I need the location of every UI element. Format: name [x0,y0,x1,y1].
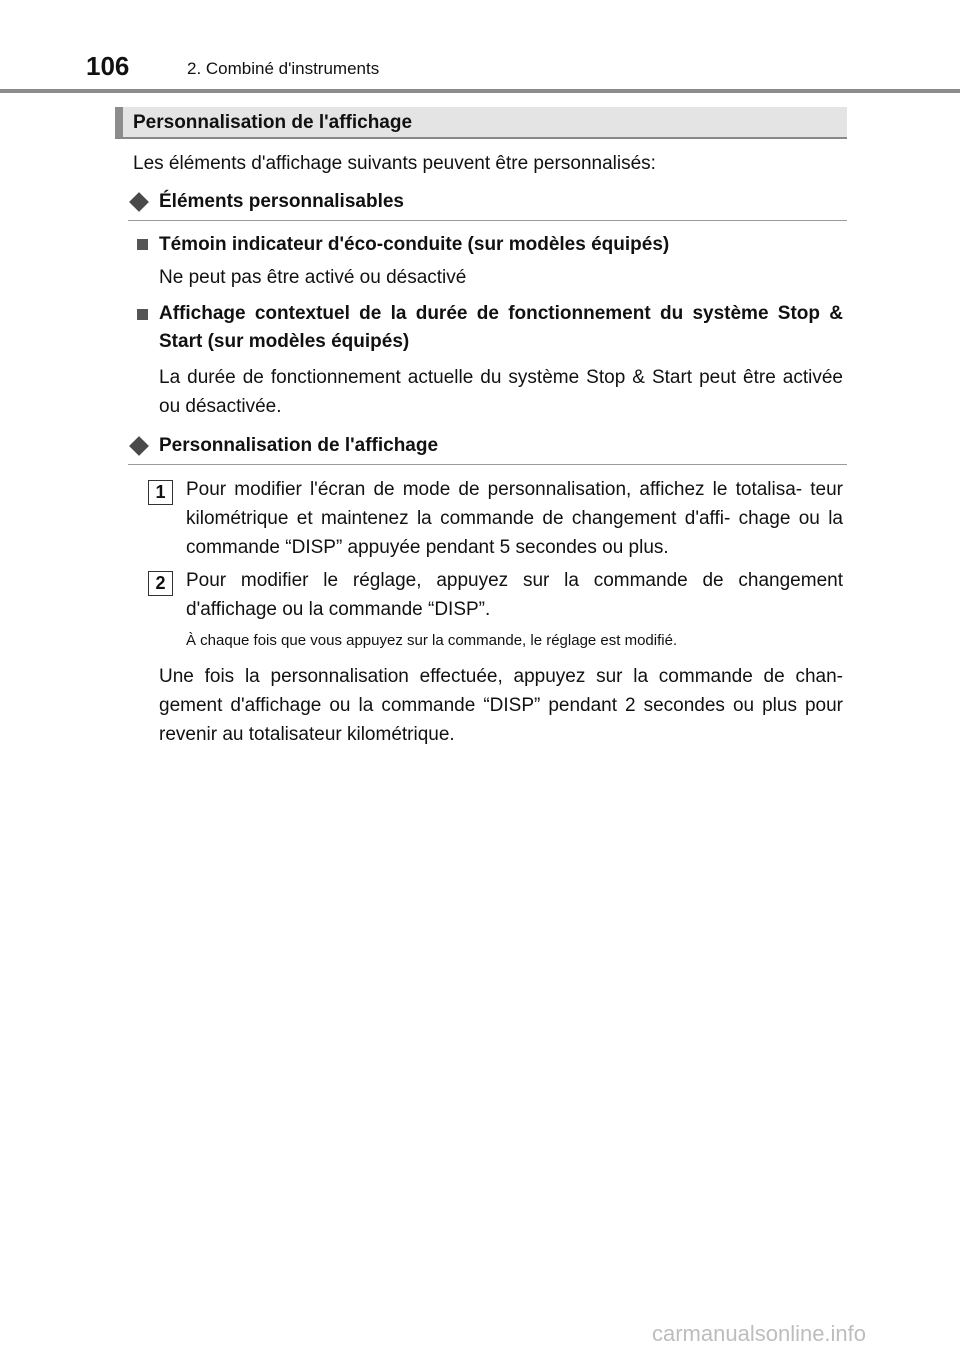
step-text-2: Pour modifier le réglage, appuyez sur la commande de changement d'affichage ou la commande “DISP”. [186,570,843,620]
header-rule [0,89,960,93]
square-bullet-icon [137,239,148,250]
item-body-eco: Ne peut pas être activé ou désactivé [159,267,467,288]
chapter-title: 2. Combiné d'instruments [187,59,380,78]
section-intro: Les éléments d'affichage suivants peuvent être personnalisés: [133,153,656,174]
diamond-bullet-icon [129,436,149,456]
section-title: Personnalisation de l'affichage [133,112,413,133]
customizable-heading [128,190,847,221]
item-body-stop-start: La durée de fonctionnement actuelle du système Stop & Start peut être activée ou désactivée. [159,367,843,417]
conclusion-paragraph: Une fois la personnalisation effectuée, appuyez sur la commande de chan- gement d'affichage ou la commande “DISP” pendant 2 secondes ou plus pour revenir au totalisateur kilométrique. [159,666,843,745]
section-accent [115,107,123,137]
section-title-bar [115,107,847,139]
step-number-1: 1 [148,480,173,505]
item-title-eco: Témoin indicateur d'éco-conduite (sur modèles équipés) [159,234,670,255]
step-text-1: Pour modifier l'écran de mode de personnalisation, affichez le totalisa- teur kilométrique et maintenez la commande de changement d'affi- chage ou la commande “DISP” appuyée pendant 5 secondes ou plus. [186,479,843,558]
step-note: À chaque fois que vous appuyez sur la commande, le réglage est modifié. [186,632,678,649]
square-bullet-icon [137,309,148,320]
customizable-heading-label: Éléments personnalisables [159,191,404,212]
page-number: 106 [86,51,130,81]
step-number-2: 2 [148,571,173,596]
watermark: carmanualsonline.info [652,1321,867,1346]
personalization-heading-label: Personnalisation de l'affichage [159,435,439,456]
item-title-stop-start: Affichage contextuel de la durée de fonctionnement du système Stop & Start (sur modèles équipés) [159,303,843,352]
personalization-heading [128,434,847,465]
diamond-bullet-icon [129,192,149,212]
page-header [0,0,960,94]
